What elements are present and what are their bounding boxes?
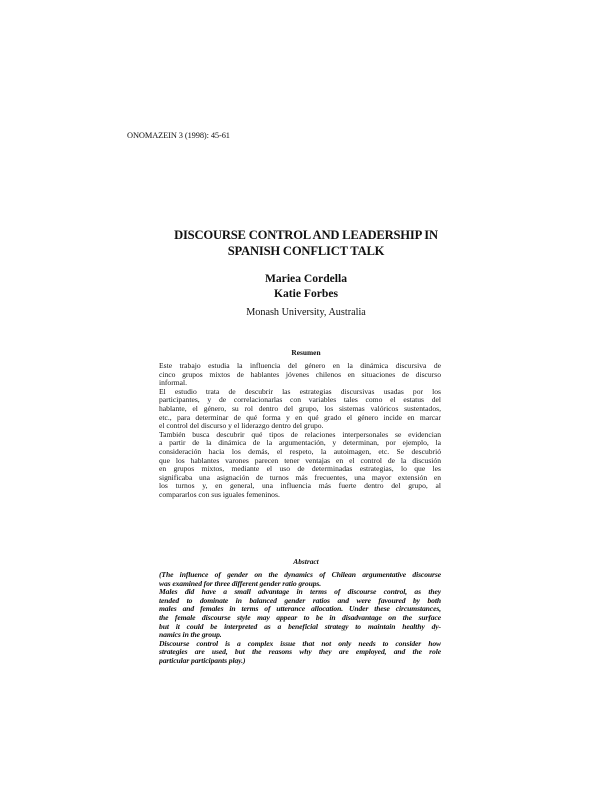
abstract-line: was examined for three different gender ratio groups. — [159, 579, 322, 588]
resumen-line: cinco grupos mixtos de hablantes jóvenes chilenos en situaciones de discurso — [159, 370, 441, 379]
abstract-line: Males did have a small advantage in terms of discourse control, as they — [159, 588, 441, 597]
resumen-line: etc., para determinar de qué forma y en qué grado el género incide en marcar — [159, 413, 441, 422]
affiliation: Monash University, Australia — [246, 307, 366, 318]
resumen-line: el control del discurso y el liderazgo dentro del grupo. — [159, 422, 324, 431]
resumen-line: significaba una asignación de turnos más frecuentes, una mayor extensión en — [159, 473, 441, 482]
abstract-line: males and females in terms of utterance allocation. Under these circumstances, — [159, 605, 441, 614]
journal-reference: ONOMAZEIN 3 (1998): 45-61 — [127, 131, 230, 140]
abstract-line: but it could be interpreted as a beneficial strategy to maintain healthy dy- — [159, 622, 441, 631]
abstract-line: (The influence of gender on the dynamics of Chilean argumentative discourse — [159, 571, 441, 579]
resumen-line: También busca descubrir qué tipos de relaciones interpersonales se evidencian — [159, 430, 441, 439]
resumen-line: informal. — [159, 379, 188, 388]
abstract-line: namics in the group. — [159, 631, 222, 640]
resumen-line: los turnos y, en general, una influencia más fuerte dentro del grupo, al — [159, 482, 441, 491]
resumen-line: compararlos con sus iguales femeninos. — [159, 490, 280, 499]
resumen-line: que los hablantes varones parecen tener ventajas en el control de la discusión — [159, 456, 441, 465]
resumen-line: a partir de la dinámica de la argumentación, y determinan, por ejemplo, la — [159, 439, 441, 448]
authors — [150, 271, 462, 301]
abstract-line: strategies are used, but the reasons why they are employed, and the role — [159, 648, 441, 657]
resumen-line: Este trabajo estudia la influencia del género en la dinámica discursiva de — [159, 362, 441, 370]
abstract-line: the female discourse style may appear to be in disadvantage on the surface — [159, 613, 441, 622]
resumen-line: en grupos mixtos, mediante el uso de determinadas estrategias, lo que les — [159, 465, 441, 474]
author-name: Mariea Cordella — [264, 272, 348, 285]
title-line: SPANISH CONFLICT TALK — [227, 243, 385, 258]
resumen-heading: Resumen — [291, 348, 321, 357]
abstract-line: tended to dominate in balanced gender ratios and were favoured by both — [159, 596, 441, 605]
abstract-body — [159, 571, 441, 666]
paper-title — [120, 228, 492, 259]
resumen-line: hablante, el género, su rol dentro del grupo, los sistemas valóricos sustentados, — [159, 404, 441, 413]
resumen-line: consideración hacia los demás, el respeto, la autoimagen, etc. Se descubrió — [159, 447, 441, 456]
title-line: DISCOURSE CONTROL AND LEADERSHIP IN — [174, 228, 438, 242]
author-name: Katie Forbes — [273, 287, 339, 300]
abstract-line: particular participants play.) — [159, 656, 246, 665]
abstract-line: Discourse control is a complex issue that not only needs to consider how — [159, 639, 441, 648]
resumen-line: participantes, y de correlacionarlas con variables tales como el estatus del — [159, 396, 441, 405]
resumen-body — [159, 362, 441, 500]
resumen-line: El estudio trata de descubrir las estrategias discursivas usadas por los — [159, 387, 441, 396]
abstract-heading: Abstract — [293, 557, 319, 566]
